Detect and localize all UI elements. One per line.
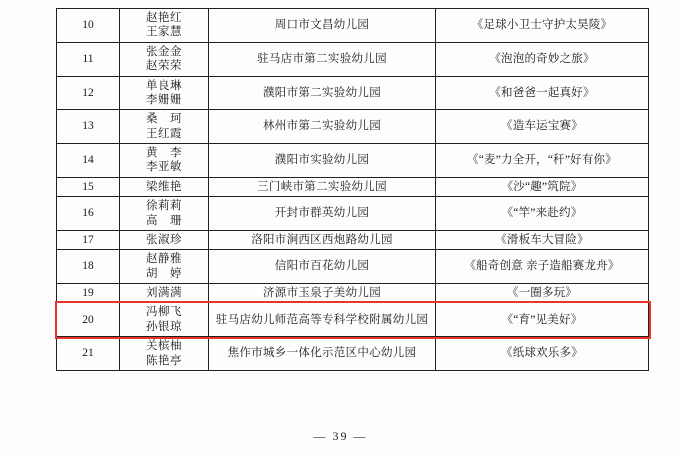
author-name: 桑 珂	[146, 113, 182, 126]
author-name: 赵艳红	[146, 12, 182, 24]
cell-work-title: 《纸球欢乐多》	[436, 337, 649, 371]
cell-organization: 周口市文昌幼儿园	[209, 9, 436, 43]
table-row	[57, 337, 649, 371]
cell-author-names	[120, 197, 209, 231]
author-name: 黄 李	[146, 147, 182, 159]
cell-work-title: 《“竿”来赴约》	[436, 197, 649, 231]
table-row	[57, 303, 649, 337]
cell-organization: 濮阳市第二实验幼儿园	[209, 76, 436, 110]
cell-author-names	[120, 177, 209, 196]
author-name: 徐莉莉	[146, 200, 182, 213]
table-row	[57, 250, 649, 284]
table-row	[57, 197, 649, 231]
awards-table	[56, 8, 649, 371]
cell-organization: 洛阳市涧西区西炮路幼儿园	[209, 230, 436, 249]
author-name: 赵荣荣	[146, 60, 182, 73]
cell-sequence-number: 11	[57, 42, 120, 76]
cell-work-title: 《足球小卫士守护太昊陵》	[436, 9, 649, 43]
author-name: 赵静雅	[146, 253, 182, 266]
cell-work-title: 《滑板车大冒险》	[436, 230, 649, 249]
cell-organization: 驻马店幼儿师范高等专科学校附属幼儿园	[209, 303, 436, 337]
table-container	[56, 8, 628, 371]
cell-author-names	[120, 42, 209, 76]
cell-author-names	[120, 284, 209, 303]
author-name: 张金金	[146, 45, 182, 58]
cell-sequence-number: 12	[57, 76, 120, 110]
author-name: 孙银琼	[146, 320, 182, 333]
cell-work-title: 《“麦”力全开，“秆”好有你》	[436, 144, 649, 178]
author-name: 关槟柚	[146, 340, 182, 353]
cell-author-names	[120, 110, 209, 144]
cell-sequence-number: 17	[57, 230, 120, 249]
cell-sequence-number: 14	[57, 144, 120, 178]
cell-sequence-number: 18	[57, 250, 120, 284]
cell-author-names	[120, 337, 209, 371]
cell-author-names	[120, 144, 209, 178]
cell-organization: 焦作市城乡一体化示范区中心幼儿园	[209, 337, 436, 371]
author-name: 李姗姗	[146, 93, 182, 106]
author-name: 高 珊	[146, 214, 182, 227]
cell-author-names	[120, 303, 209, 337]
cell-organization: 信阳市百花幼儿园	[209, 250, 436, 284]
cell-sequence-number: 21	[57, 337, 120, 371]
cell-organization: 林州市第二实验幼儿园	[209, 110, 436, 144]
cell-work-title: 《造车运宝赛》	[436, 110, 649, 144]
table-body	[57, 9, 649, 371]
table-row	[57, 76, 649, 110]
cell-sequence-number: 13	[57, 110, 120, 144]
table-row	[57, 177, 649, 196]
cell-sequence-number: 19	[57, 284, 120, 303]
table-row	[57, 284, 649, 303]
author-name: 刘满满	[146, 287, 182, 299]
cell-organization: 驻马店市第二实验幼儿园	[209, 42, 436, 76]
cell-author-names	[120, 9, 209, 43]
table-row	[57, 144, 649, 178]
author-name: 胡 婷	[146, 267, 182, 280]
author-name: 张淑珍	[146, 233, 182, 246]
author-name: 王红霞	[146, 127, 182, 140]
author-name: 王家慧	[146, 26, 182, 39]
table-row	[57, 110, 649, 144]
cell-work-title: 《沙“趣”筑院》	[436, 177, 649, 196]
table-row	[57, 42, 649, 76]
author-name: 冯柳飞	[146, 306, 182, 319]
cell-sequence-number: 16	[57, 197, 120, 231]
cell-author-names	[120, 250, 209, 284]
author-name: 梁维艳	[146, 180, 182, 193]
cell-sequence-number: 20	[57, 303, 120, 337]
cell-work-title: 《一圈多玩》	[436, 284, 649, 303]
cell-organization: 济源市玉泉子美幼儿园	[209, 284, 436, 303]
table-row	[57, 9, 649, 43]
author-name: 李亚敏	[146, 161, 182, 174]
page-number: — 39 —	[313, 429, 368, 443]
cell-author-names	[120, 230, 209, 249]
cell-organization: 濮阳市实验幼儿园	[209, 144, 436, 178]
cell-work-title: 《和爸爸一起真好》	[436, 76, 649, 110]
author-name: 陈艳亭	[146, 354, 182, 367]
author-name: 单良琳	[146, 79, 182, 92]
cell-work-title: 《船奇创意 亲子造船赛龙舟》	[436, 250, 649, 284]
cell-author-names	[120, 76, 209, 110]
cell-work-title: 《泡泡的奇妙之旅》	[436, 42, 649, 76]
table-row	[57, 230, 649, 249]
cell-sequence-number: 10	[57, 9, 120, 43]
cell-organization: 三门峡市第二实验幼儿园	[209, 177, 436, 196]
cell-sequence-number: 15	[57, 177, 120, 196]
cell-work-title: 《“育”见美好》	[436, 303, 649, 337]
cell-organization: 开封市群英幼儿园	[209, 197, 436, 231]
